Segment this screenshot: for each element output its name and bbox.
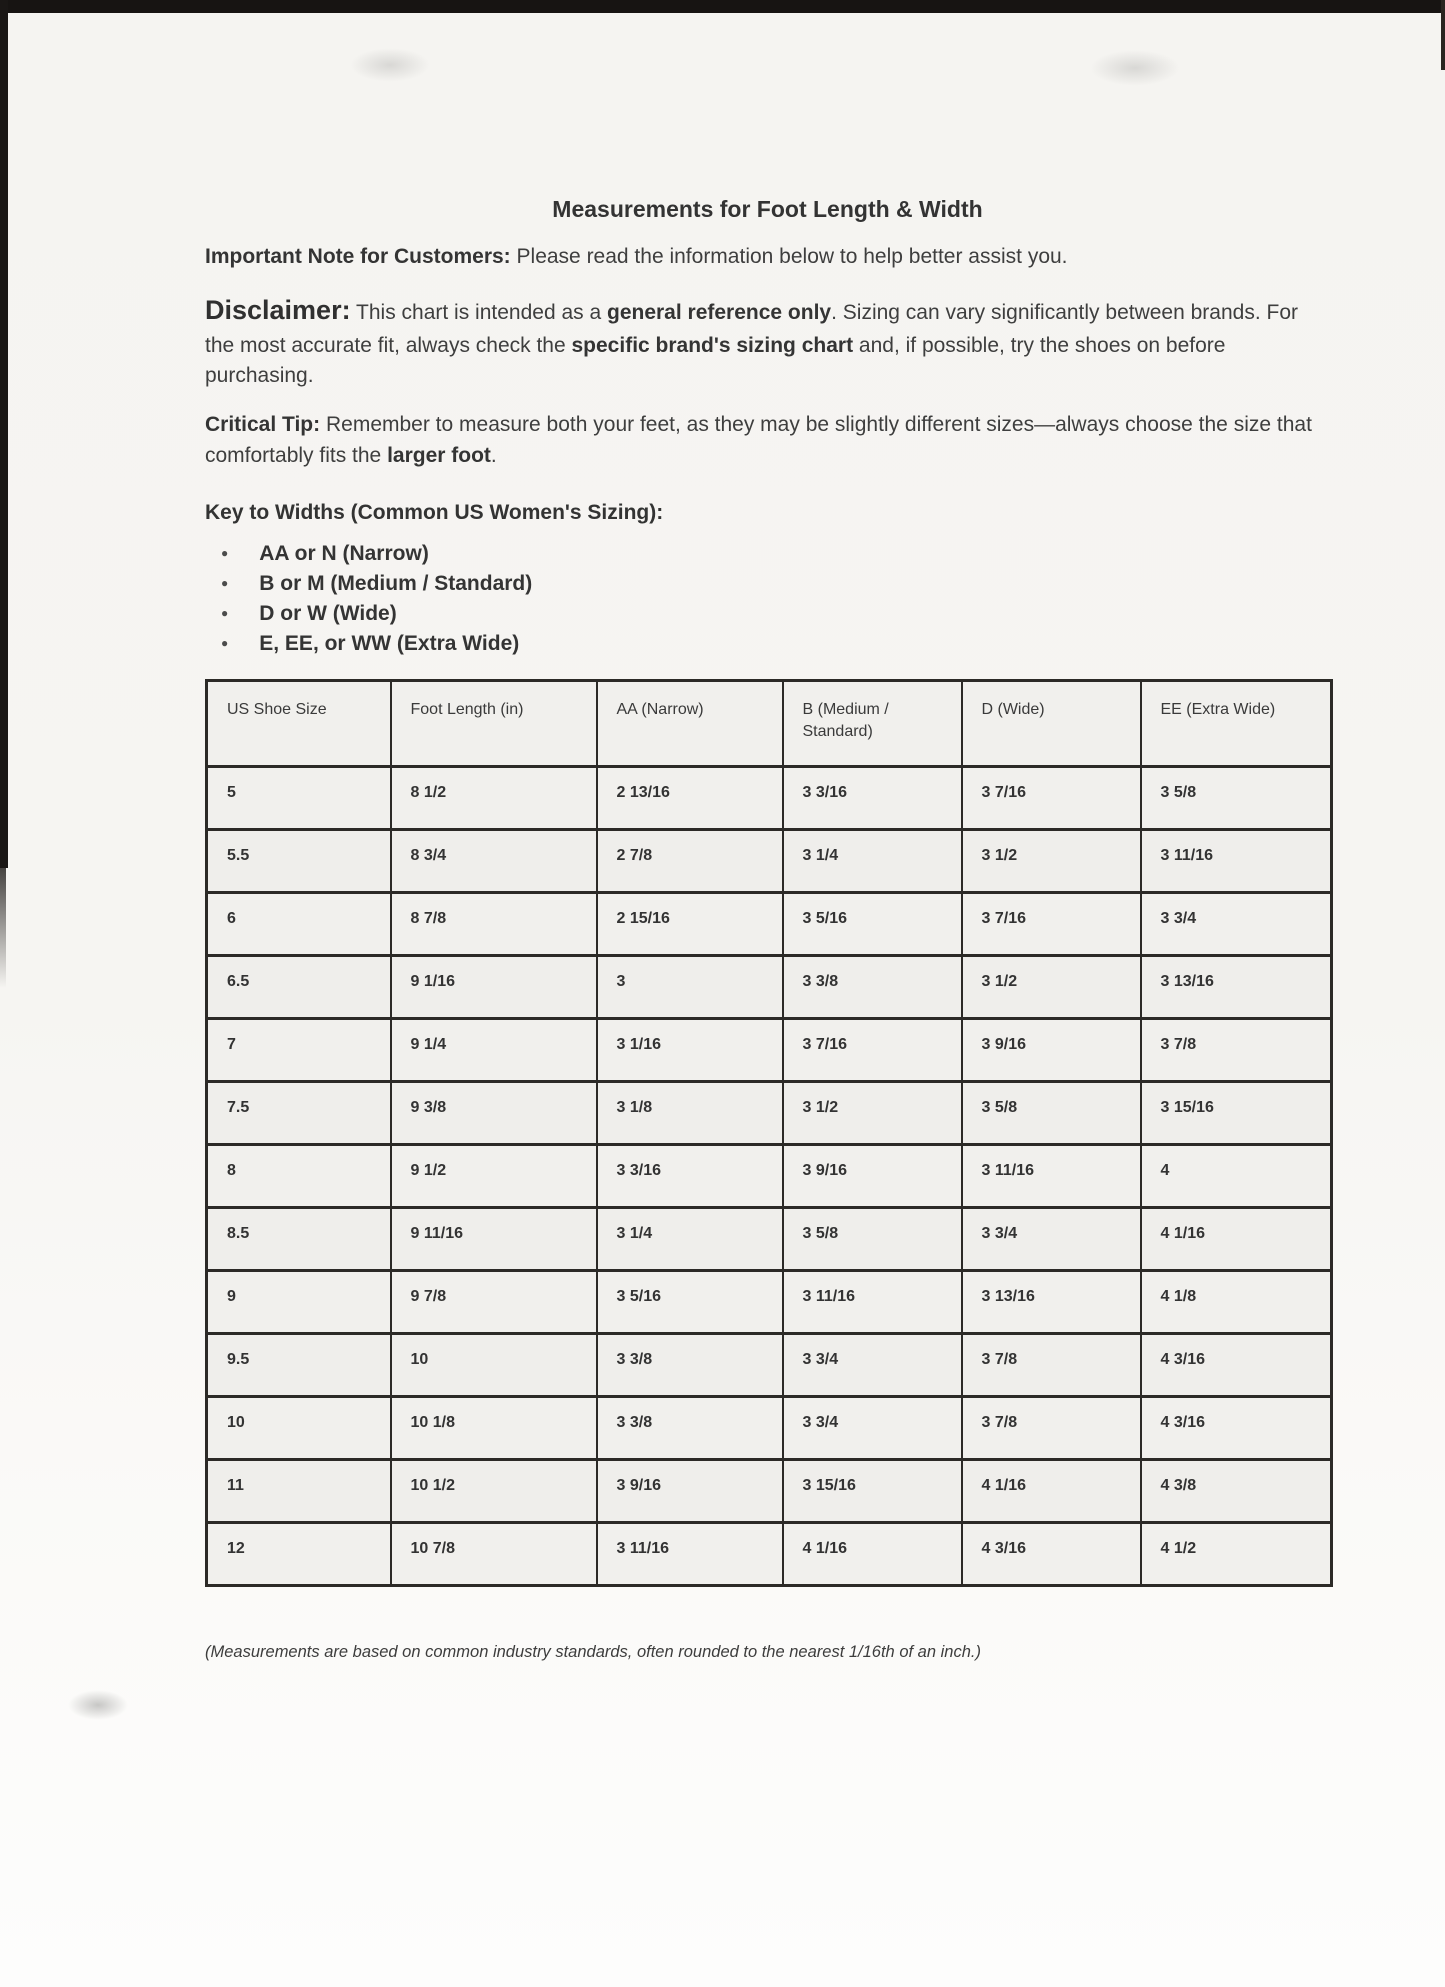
table-cell: 6 (207, 893, 391, 956)
table-cell: 3 9/16 (962, 1019, 1141, 1082)
sizing-table-head (207, 681, 1332, 767)
table-cell: 3 3/4 (962, 1208, 1141, 1271)
table-cell: 3 7/16 (962, 893, 1141, 956)
header-cell-d-wide: D (Wide) (962, 681, 1141, 767)
table-row (207, 1523, 1332, 1586)
critical-tip-label: Critical Tip: (205, 413, 321, 437)
table-cell: 3 5/8 (1141, 767, 1332, 830)
disclaimer-text-2: . Sizing can vary significantly between brands. For the most accurate fit, always check the (205, 301, 1299, 357)
table-row (207, 1208, 1332, 1271)
critical-tip-text-1: Remember to measure both your feet, as they may be slightly different sizes—always choose the size that comfortably fits the (205, 413, 1312, 467)
table-cell: 3 13/16 (962, 1271, 1141, 1334)
table-cell: 8 7/8 (391, 893, 597, 956)
table-row (207, 1397, 1332, 1460)
table-cell: 3 7/8 (962, 1397, 1141, 1460)
table-cell: 3 1/8 (597, 1082, 783, 1145)
width-key-item: ● AA or N (Narrow) (205, 539, 1330, 569)
table-cell: 8.5 (207, 1208, 391, 1271)
table-cell: 3 5/8 (783, 1208, 962, 1271)
table-cell: 5 (207, 767, 391, 830)
table-cell: 7 (207, 1019, 391, 1082)
table-cell: 3 15/16 (783, 1460, 962, 1523)
table-cell: 9.5 (207, 1334, 391, 1397)
table-cell: 3 3/8 (597, 1334, 783, 1397)
critical-tip-paragraph (205, 410, 1330, 471)
table-cell: 9 (207, 1271, 391, 1334)
table-row (207, 767, 1332, 830)
table-cell: 4 3/16 (1141, 1397, 1332, 1460)
table-cell: 7.5 (207, 1082, 391, 1145)
page-title: Measurements for Foot Length & Width (552, 196, 983, 222)
table-cell: 3 7/16 (962, 767, 1141, 830)
table-cell: 3 11/16 (597, 1523, 783, 1586)
table-cell: 3 1/2 (783, 1082, 962, 1145)
disclaimer-text-3: and, if possible, try the shoes on before purchasing. (205, 333, 1226, 388)
table-cell: 4 1/16 (783, 1523, 962, 1586)
table-row (207, 893, 1332, 956)
table-cell: 10 7/8 (391, 1523, 597, 1586)
table-cell: 10 (207, 1397, 391, 1460)
disclaimer-text-1: This chart is intended as a (350, 301, 607, 325)
critical-tip-bold-1: larger foot (387, 443, 491, 467)
table-cell: 4 1/2 (1141, 1523, 1332, 1586)
table-cell: 3 3/4 (783, 1397, 962, 1460)
table-cell: 6.5 (207, 956, 391, 1019)
key-to-widths-heading: Key to Widths (Common US Women's Sizing): (205, 501, 664, 525)
table-cell: 11 (207, 1460, 391, 1523)
table-cell: 4 3/16 (962, 1523, 1141, 1586)
table-cell: 4 1/8 (1141, 1271, 1332, 1334)
table-cell: 3 5/16 (783, 893, 962, 956)
table-row (207, 830, 1332, 893)
table-cell: 8 (207, 1145, 391, 1208)
table-cell: 3 7/8 (962, 1334, 1141, 1397)
table-cell: 10 1/2 (391, 1460, 597, 1523)
width-key-item: ● B or M (Medium / Standard) (205, 569, 1330, 599)
header-cell-b-medium: B (Medium / Standard) (783, 681, 962, 767)
table-cell: 3 3/16 (597, 1145, 783, 1208)
table-cell: 3 3/8 (597, 1397, 783, 1460)
table-cell: 4 3/16 (1141, 1334, 1332, 1397)
table-cell: 3 (597, 956, 783, 1019)
table-cell: 5.5 (207, 830, 391, 893)
scan-smudge (68, 1690, 128, 1720)
table-cell: 9 7/8 (391, 1271, 597, 1334)
table-cell: 3 3/8 (783, 956, 962, 1019)
table-cell: 4 (1141, 1145, 1332, 1208)
table-cell: 2 13/16 (597, 767, 783, 830)
table-cell: 3 9/16 (597, 1460, 783, 1523)
table-cell: 10 (391, 1334, 597, 1397)
table-cell: 3 3/4 (1141, 893, 1332, 956)
sizing-table (205, 679, 1333, 1587)
table-row (207, 1019, 1332, 1082)
table-cell: 3 1/2 (962, 830, 1141, 893)
disclaimer-paragraph (205, 291, 1330, 391)
important-note-label: Important Note for Customers: (205, 245, 511, 268)
table-row (207, 1271, 1332, 1334)
width-key-list (205, 539, 1330, 659)
table-cell: 4 1/16 (1141, 1208, 1332, 1271)
disclaimer-bold-2: specific brand's sizing chart (571, 333, 854, 357)
important-note-text: Please read the information below to help better assist you. (510, 245, 1068, 268)
table-cell: 2 7/8 (597, 830, 783, 893)
critical-tip-text-2: . (490, 443, 497, 467)
table-cell: 9 11/16 (391, 1208, 597, 1271)
table-row (207, 1460, 1332, 1523)
table-cell: 3 1/4 (597, 1208, 783, 1271)
table-cell: 3 5/8 (962, 1082, 1141, 1145)
header-cell-us-shoe-size: US Shoe Size (207, 681, 391, 767)
table-cell: 12 (207, 1523, 391, 1586)
table-cell: 8 1/2 (391, 767, 597, 830)
table-cell: 3 11/16 (783, 1271, 962, 1334)
table-cell: 3 1/4 (783, 830, 962, 893)
table-cell: 3 15/16 (1141, 1082, 1332, 1145)
header-cell-foot-length: Foot Length (in) (391, 681, 597, 767)
width-key-item: ● E, EE, or WW (Extra Wide) (205, 629, 1330, 659)
table-cell: 3 1/2 (962, 956, 1141, 1019)
header-cell-ee-extra-wide: EE (Extra Wide) (1141, 681, 1332, 767)
table-cell: 3 5/16 (597, 1271, 783, 1334)
table-cell: 3 13/16 (1141, 956, 1332, 1019)
document-body (205, 196, 1330, 1662)
table-cell: 3 11/16 (1141, 830, 1332, 893)
table-row (207, 956, 1332, 1019)
table-cell: 9 1/4 (391, 1019, 597, 1082)
table-cell: 3 1/16 (597, 1019, 783, 1082)
important-note-paragraph (205, 242, 1330, 272)
table-footnote: (Measurements are based on common industry standards, often rounded to the nearest 1/16th of an inch.) (205, 1643, 981, 1662)
table-header-row (207, 681, 1332, 767)
header-cell-aa-narrow: AA (Narrow) (597, 681, 783, 767)
table-cell: 2 15/16 (597, 893, 783, 956)
table-cell: 3 9/16 (783, 1145, 962, 1208)
table-cell: 9 1/2 (391, 1145, 597, 1208)
table-cell: 4 1/16 (962, 1460, 1141, 1523)
sizing-table-body (207, 767, 1332, 1586)
disclaimer-label: Disclaimer: (205, 295, 351, 326)
table-cell: 3 3/4 (783, 1334, 962, 1397)
table-row (207, 1082, 1332, 1145)
table-row (207, 1145, 1332, 1208)
disclaimer-bold-1: general reference only (607, 301, 832, 325)
table-cell: 4 3/8 (1141, 1460, 1332, 1523)
table-cell: 3 7/16 (783, 1019, 962, 1082)
table-cell: 3 7/8 (1141, 1019, 1332, 1082)
table-cell: 3 3/16 (783, 767, 962, 830)
table-cell: 10 1/8 (391, 1397, 597, 1460)
table-cell: 3 11/16 (962, 1145, 1141, 1208)
table-cell: 8 3/4 (391, 830, 597, 893)
table-row (207, 1334, 1332, 1397)
table-cell: 9 3/8 (391, 1082, 597, 1145)
table-cell: 9 1/16 (391, 956, 597, 1019)
width-key-item: ● D or W (Wide) (205, 599, 1330, 629)
